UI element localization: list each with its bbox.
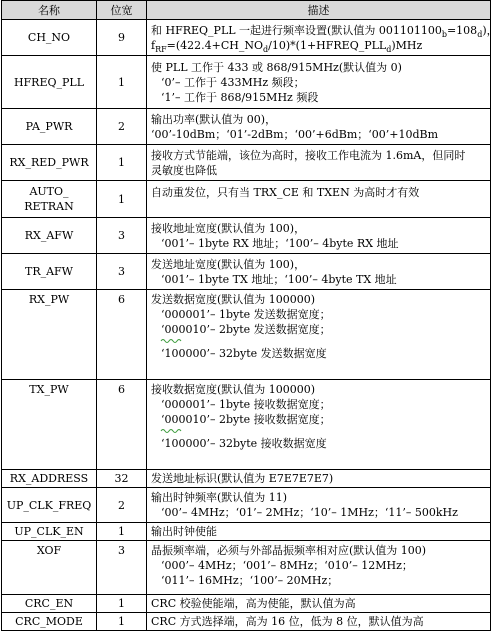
cell-bits: 6: [97, 290, 147, 380]
table-row: [2, 20, 491, 56]
table-row: [2, 470, 491, 488]
cell-name: PA_PWR: [2, 109, 97, 145]
cell-desc: 发送地址标识(默认值为 E7E7E7E7): [147, 470, 491, 488]
table-row: [2, 380, 491, 470]
table-row: [2, 145, 491, 181]
cell-name: TX_PW: [2, 380, 97, 470]
cell-bits: 3: [97, 254, 147, 290]
table-row: [2, 181, 491, 218]
table-row: [2, 109, 491, 145]
cell-bits: 6: [97, 380, 147, 470]
cell-desc: 输出时钟频率(默认值为 11) ‘00’– 4MHz；‘01’– 2MHz；‘10’– 1MHz；‘11’– 500kHz: [147, 488, 491, 523]
table-row: [2, 56, 491, 109]
cell-name: RX_ADDRESS: [2, 470, 97, 488]
cell-bits: 2: [97, 109, 147, 145]
cell-desc: 发送数据宽度(默认值为 100000) ‘000001’– 1byte 发送数据宽度； ‘000010’– 2byte 发送数据宽度； ‘100000’– 32byte 发送数据宽度: [147, 290, 491, 380]
cell-bits: 1: [97, 523, 147, 541]
cell-desc: 输出功率(默认值为 00)， ‘00’-10dBm；‘01’-2dBm；‘00’+6dBm；‘00’+10dBm: [147, 109, 491, 145]
table-row: [2, 595, 491, 613]
cell-desc: 输出时钟使能: [147, 523, 491, 541]
table-header-row: [2, 1, 491, 20]
cell-bits: 1: [97, 181, 147, 218]
table-row: [2, 613, 491, 631]
register-description-table: [1, 0, 498, 631]
table-row: [2, 290, 491, 380]
table-row: [2, 218, 491, 254]
cell-desc: 接收地址宽度(默认值为 100)， ‘001’– 1byte RX 地址；‘100’– 4byte RX 地址: [147, 218, 491, 254]
cell-desc: 和 HFREQ_PLL 一起进行频率设置(默认值为 $001101100_b=108_d$)， $f_{RF}=(422.4+CH\_NO_d/10)*(1+HFREQ\_PLL_d)MHz$: [147, 20, 491, 56]
cell-name: CRC_MODE: [2, 613, 97, 631]
cell-bits: 1: [97, 56, 147, 109]
ellipsis-mark-icon: [151, 427, 488, 436]
cell-desc: 使 PLL 工作于 433 或 868/915MHz(默认值为 0) ‘0’– 工作于 433MHz 频段； ‘1’– 工作于 868/915MHz 频段: [147, 56, 491, 109]
cell-name: RX_PW: [2, 290, 97, 380]
table-row: [2, 488, 491, 523]
cell-name: CRC_EN: [2, 595, 97, 613]
table-row: [2, 523, 491, 541]
cell-desc: 发送地址宽度(默认值为 100)， ‘001’– 1byte TX 地址；‘100’– 4byte TX 地址: [147, 254, 491, 290]
cell-bits: 32: [97, 470, 147, 488]
cell-desc: 接收方式节能端，该位为高时，接收工作电流为 1.6mA，但同时 灵敏度也降低: [147, 145, 491, 181]
cell-name: AUTO_ RETRAN: [2, 181, 97, 218]
cell-name: UP_CLK_EN: [2, 523, 97, 541]
cell-name: HFREQ_PLL: [2, 56, 97, 109]
cell-name: TR_AFW: [2, 254, 97, 290]
cell-desc: CRC 方式选择端，高为 16 位，低为 8 位，默认值为高: [147, 613, 491, 631]
cell-name: RX_AFW: [2, 218, 97, 254]
header-name: 名称: [2, 1, 97, 20]
cell-desc: CRC 校验使能端，高为使能，默认值为高: [147, 595, 491, 613]
cell-bits: 3: [97, 218, 147, 254]
cell-bits: 1: [97, 145, 147, 181]
cell-name: RX_RED_PWR: [2, 145, 97, 181]
cell-bits: 1: [97, 595, 147, 613]
cell-name: CH_NO: [2, 20, 97, 56]
cell-name: UP_CLK_FREQ: [2, 488, 97, 523]
header-bits: 位宽: [97, 1, 147, 20]
cell-desc: 自动重发位，只有当 TRX_CE 和 TXEN 为高时才有效: [147, 181, 491, 218]
cell-bits: 1: [97, 613, 147, 631]
cell-name: XOF: [2, 541, 97, 595]
ellipsis-mark-icon: [151, 337, 488, 346]
cell-desc: 接收数据宽度(默认值为 100000) ‘000001’– 1byte 接收数据宽度； ‘000010’– 2byte 接收数据宽度； ‘100000’– 32byte 接收数据宽度: [147, 380, 491, 470]
table-row: [2, 254, 491, 290]
cell-desc: 晶振频率端，必须与外部晶振频率相对应(默认值为 100) ‘000’– 4MHz；‘001’– 8MHz；‘010’– 12MHz； ‘011’– 16MHz；‘100’– 20MHz；: [147, 541, 491, 595]
cell-bits: 3: [97, 541, 147, 595]
header-desc: 描述: [147, 1, 491, 20]
cell-bits: 9: [97, 20, 147, 56]
cell-bits: 2: [97, 488, 147, 523]
table-row: [2, 541, 491, 595]
